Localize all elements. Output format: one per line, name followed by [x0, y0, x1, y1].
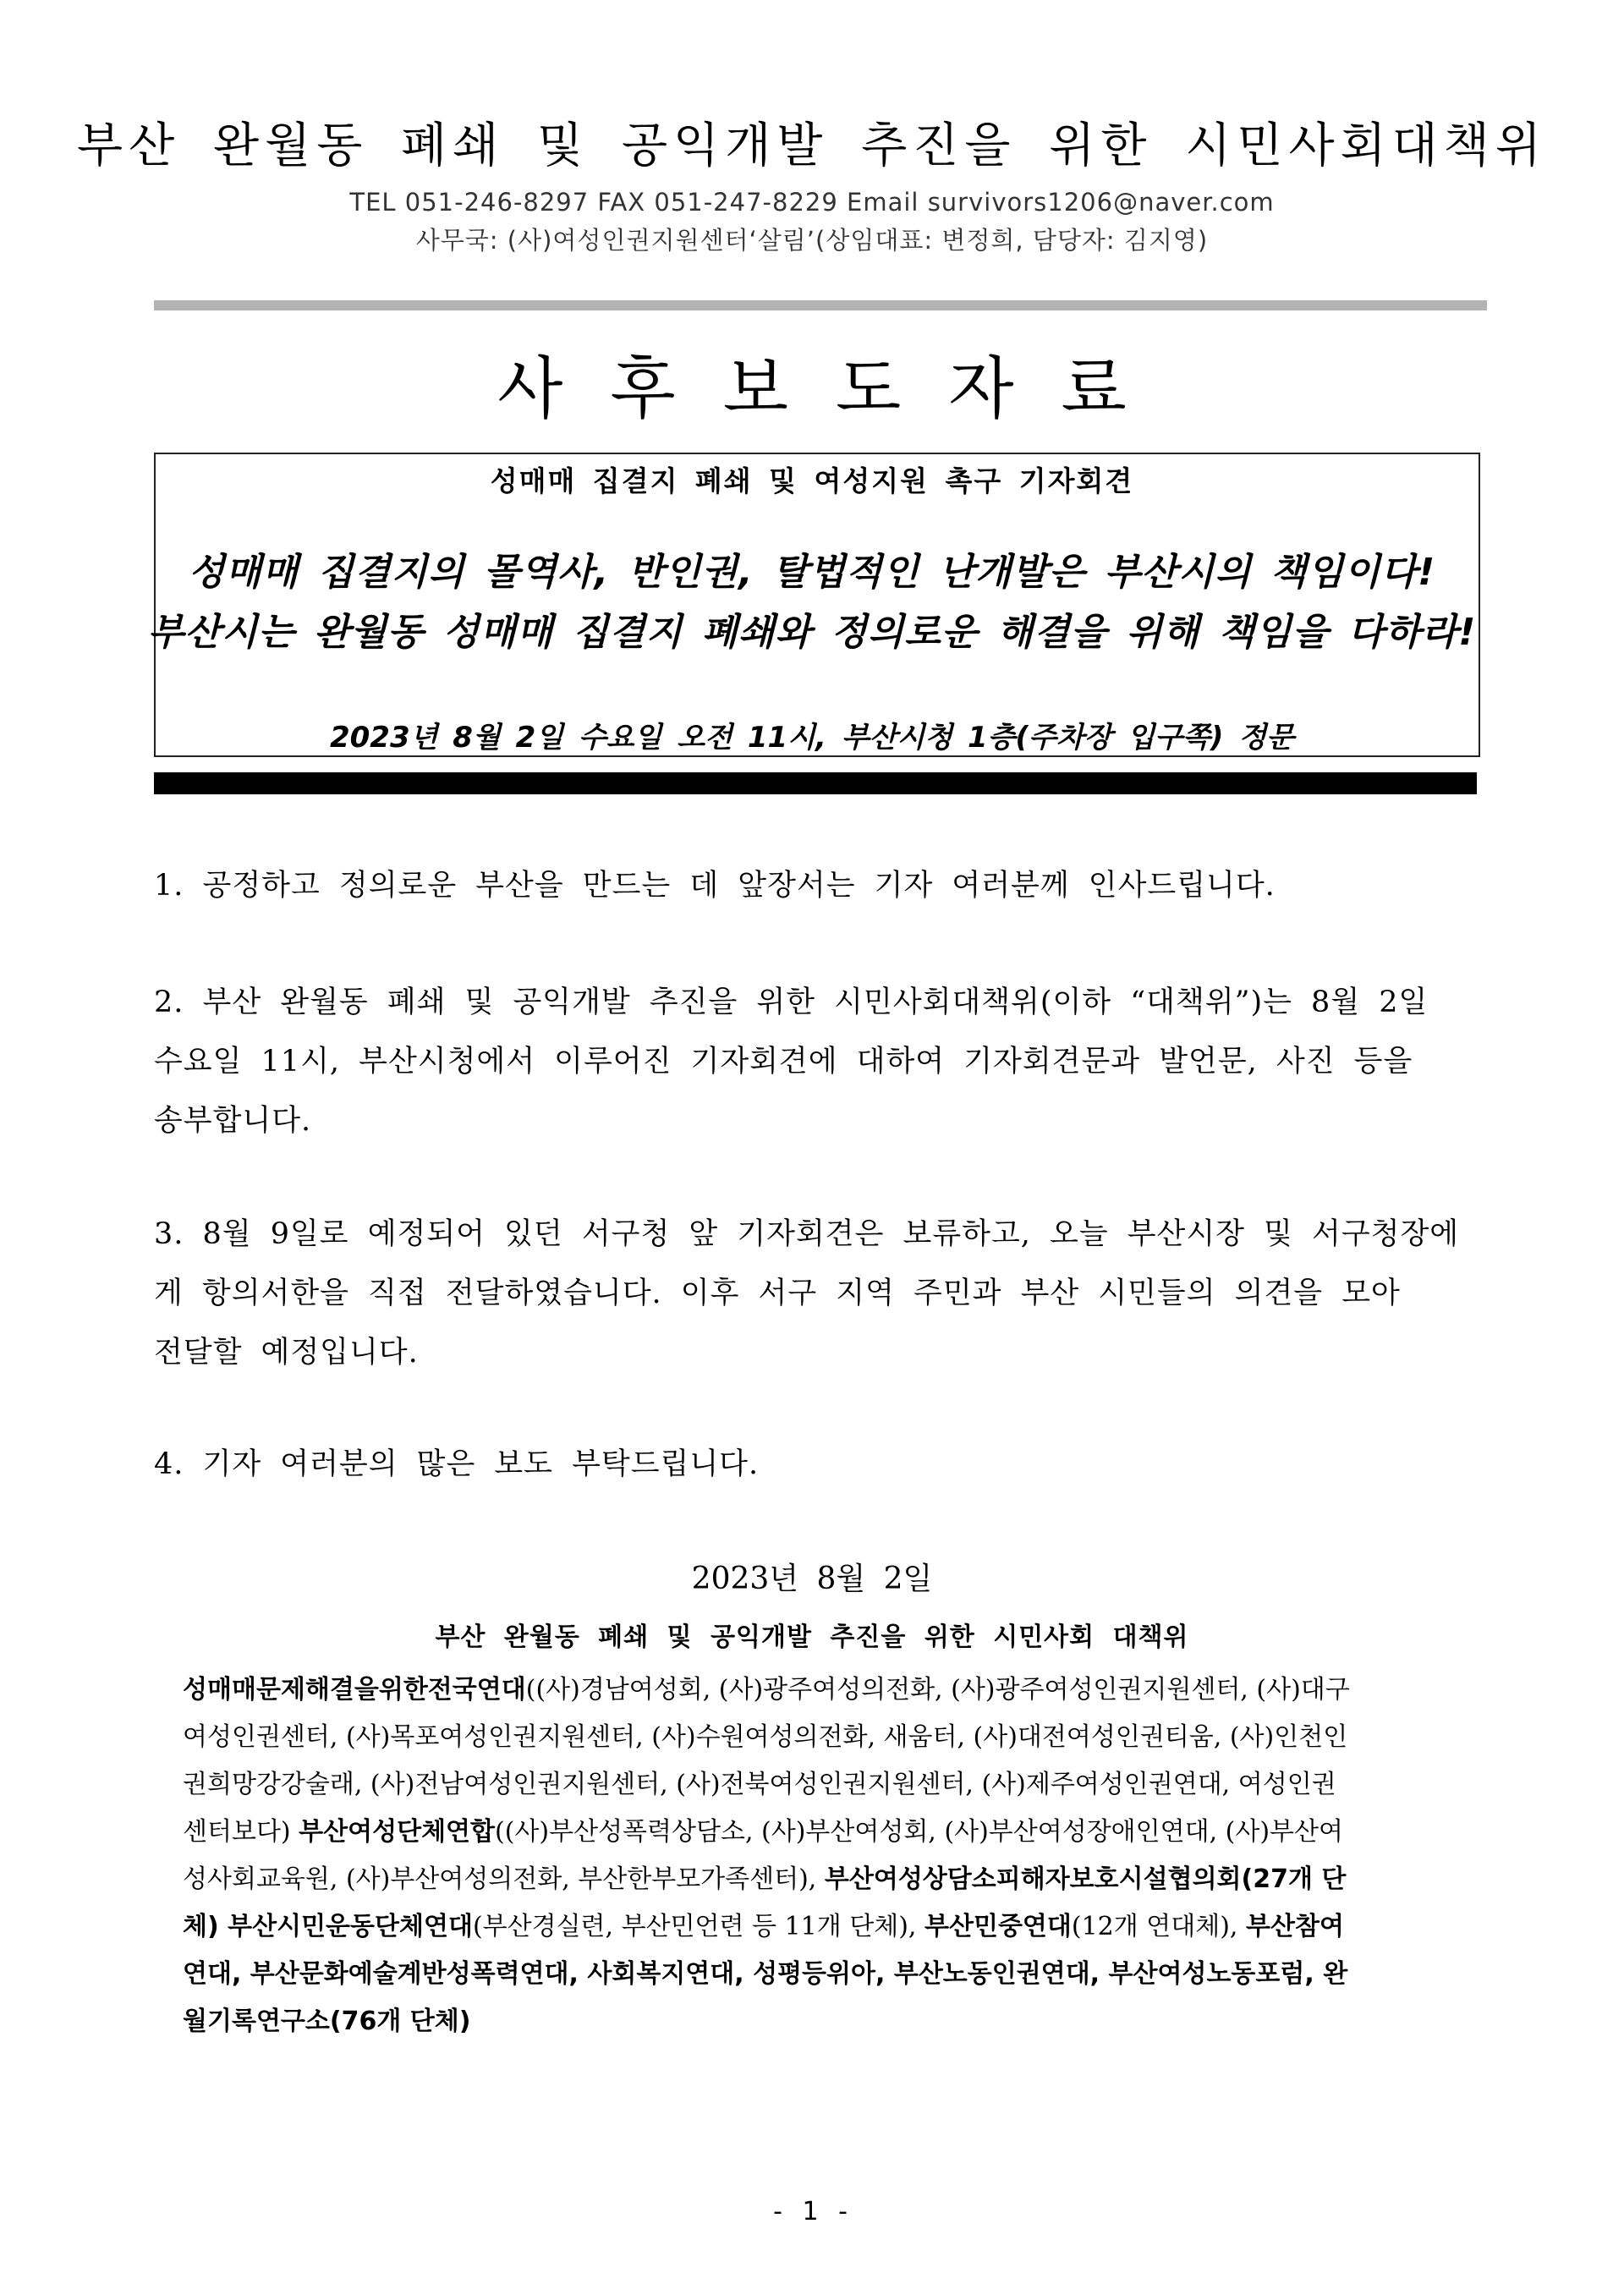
member-line [183, 1666, 1477, 1714]
member-text: 권희망강강술래, (사)전남여성인권지원센터, (사)전북여성인권지원센터, (사)제주여성인권연대, 여성인권 [183, 1770, 1336, 1799]
paragraph-line: 전달할 예정입니다. [154, 1336, 419, 1370]
member-group-name: 부산참여 [1246, 1912, 1344, 1941]
member-text: 성사회교육원, (사)부산여성의전화, 부산한부모가족센터), [183, 1864, 825, 1894]
paragraph-4 [154, 1435, 1473, 1494]
member-line [183, 1856, 1477, 1903]
member-group-name: 연대, 부산문화예술계반성폭력연대, 사회복지연대, 성평등위아, 부산노동인권연대, 부산여성노동포럼, 완 [183, 1959, 1348, 1989]
member-line [183, 1809, 1477, 1856]
org-title: 부산 완월동 폐쇄 및 공익개발 추진을 위한 시민사회대책위 [77, 118, 1547, 173]
paragraph-line: 송부합니다. [154, 1104, 312, 1138]
member-text: ((사)부산성폭력상담소, (사)부산여성회, (사)부산여성장애인연대, (사)부산여 [495, 1817, 1343, 1847]
paragraph-line: 수요일 11시, 부산시청에서 이루어진 기자회견에 대하여 기자회견문과 발언문, 사진 등을 [154, 1045, 1413, 1079]
member-text: ((사)경남여성회, (사)광주여성의전화, (사)광주여성인권지원센터, (사)대구 [525, 1675, 1350, 1705]
signature-org: 부산 완월동 폐쇄 및 공익개발 추진을 위한 시민사회 대책위 [435, 1622, 1189, 1652]
paragraph-line: 2. 부산 완월동 폐쇄 및 공익개발 추진을 위한 시민사회대책위(이하 “대책위”)는 8월 2일 [154, 986, 1429, 1019]
event-date-place: 2023년 8월 2일 수요일 오전 11시, 부산시청 1층(주차장 입구쪽) 정문 [329, 721, 1294, 755]
member-text: 여성인권센터, (사)목포여성인권지원센터, (사)수원여성의전화, 새움터, (사)대전여성인권티움, (사)인천인 [183, 1722, 1348, 1752]
paragraph-line: 1. 공정하고 정의로운 부산을 만드는 데 앞장서는 기자 여러분께 인사드립니다. [154, 869, 1276, 903]
office-line: 사무국: (사)여성인권지원센터‘살림’(상임대표: 변정희, 담당자: 김지영) [415, 226, 1209, 255]
page-number: - 1 - [773, 2197, 851, 2226]
paragraph-line: 게 항의서한을 직접 전달하였습니다. 이후 서구 지역 주민과 부산 시민들의 의견을 모아 [154, 1277, 1401, 1310]
member-group-name: 부산민중연대 [924, 1912, 1072, 1941]
member-group-name: 성매매문제해결을위한전국연대 [183, 1675, 526, 1705]
member-line [183, 1998, 1477, 2045]
member-line [183, 1714, 1477, 1761]
member-text: 센터보다) [183, 1817, 299, 1847]
member-text: (12개 연대체), [1071, 1912, 1247, 1941]
paragraph-line: 3. 8월 9일로 예정되어 있던 서구청 앞 기자회견은 보류하고, 오늘 부산시장 및 서구청장에 [154, 1217, 1460, 1251]
press-conference-subtitle: 성매매 집결지 폐쇄 및 여성지원 촉구 기자회견 [490, 464, 1134, 497]
member-organizations [183, 1666, 1477, 2045]
paragraph-3 [154, 1205, 1473, 1382]
headline-divider [154, 772, 1477, 794]
member-group-name: 부산여성상담소피해자보호시설협의회(27개 단 [824, 1864, 1347, 1894]
contact-line: TEL 051-246-8297 FAX 051-247-8229 Email survivors1206@naver.com [349, 188, 1275, 217]
member-group-name: 체) 부산시민운동단체연대 [183, 1912, 473, 1941]
headline-line-1: 성매매 집결지의 몰역사, 반인권, 탈법적인 난개발은 부산시의 책임이다! [188, 551, 1436, 594]
member-line [183, 1761, 1477, 1809]
member-line [183, 1903, 1477, 1951]
header-divider [154, 300, 1487, 310]
paragraph-line: 4. 기자 여러분의 많은 보도 부탁드립니다. [154, 1447, 760, 1481]
signature-date: 2023년 8월 2일 [691, 1562, 933, 1596]
paragraph-1 [154, 856, 1473, 915]
member-group-name: 부산여성단체연합 [299, 1817, 496, 1847]
member-line [183, 1951, 1477, 1998]
member-group-name: 월기록연구소(76개 단체) [183, 2007, 471, 2036]
headline-line-2: 부산시는 완월동 성매매 집결지 폐쇄와 정의로운 해결을 위해 책임을 다하라! [147, 611, 1477, 654]
paragraph-2 [154, 973, 1473, 1150]
member-text: (부산경실련, 부산민언련 등 11개 단체), [472, 1912, 924, 1941]
document-title: 사후보도자료 [497, 349, 1174, 428]
